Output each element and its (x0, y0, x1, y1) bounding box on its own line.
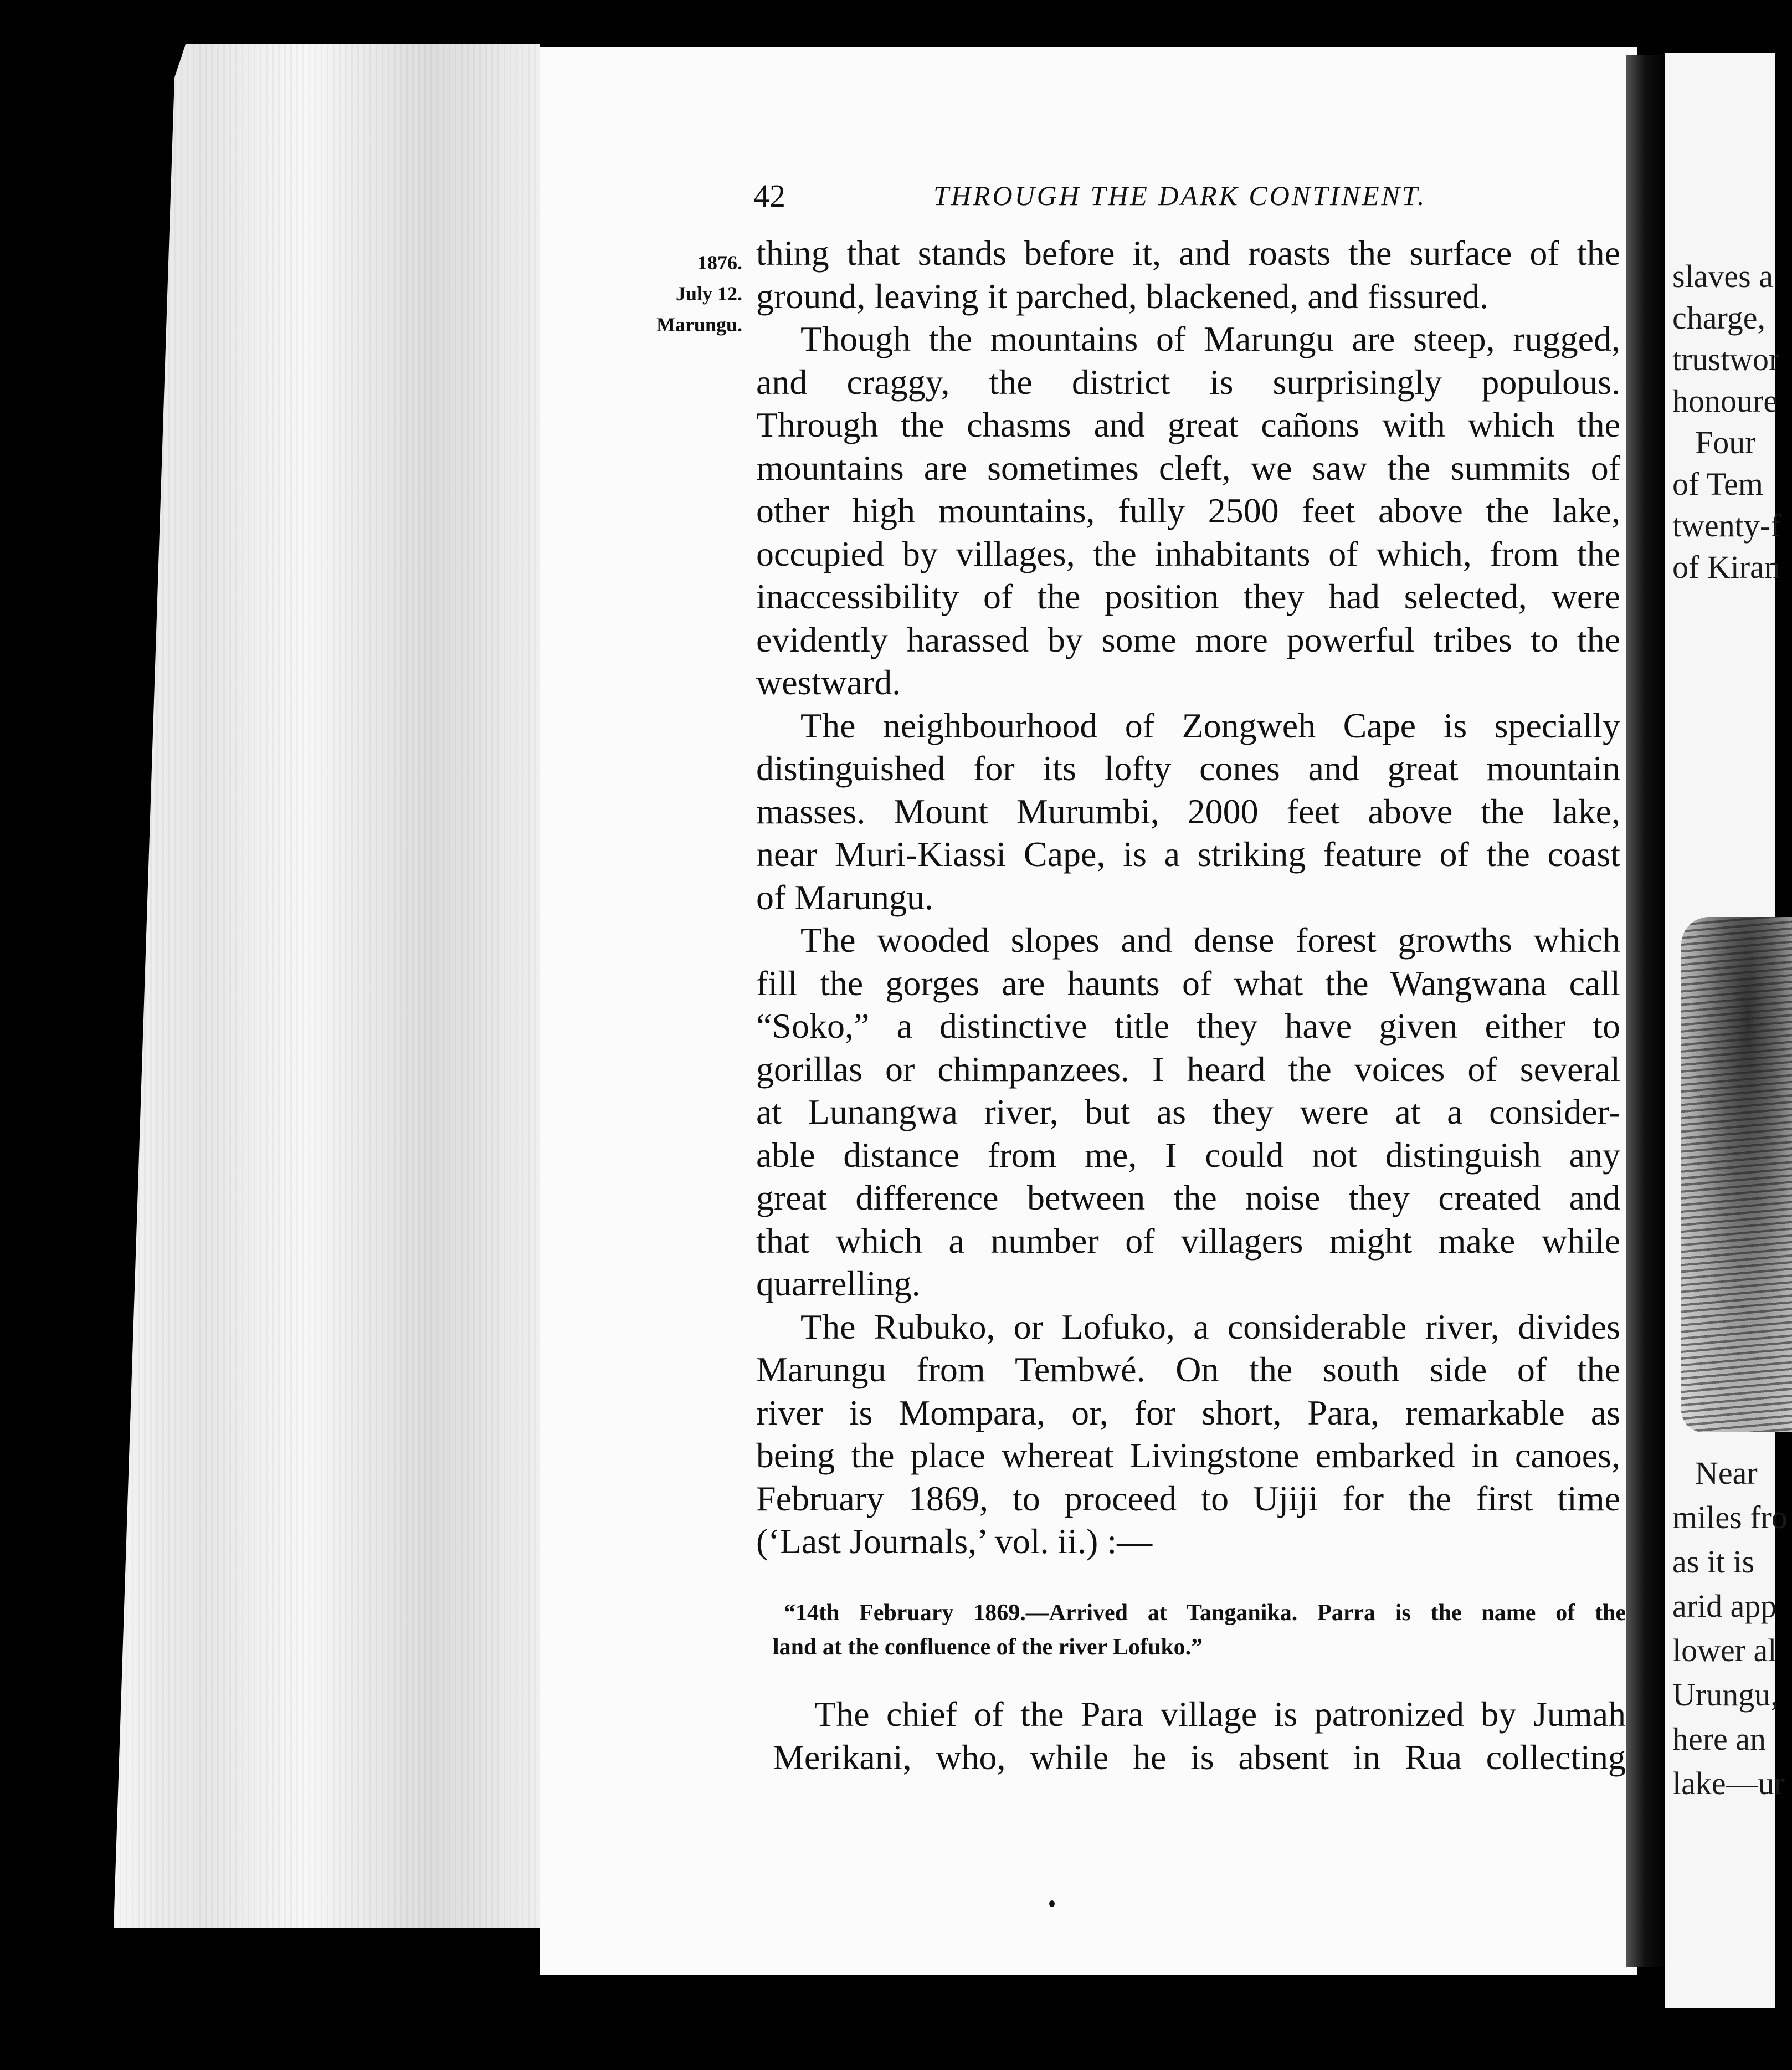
text-line: quarrelling. (756, 1264, 921, 1303)
facing-line: honoure (1672, 383, 1778, 419)
print-mark (1049, 1900, 1055, 1907)
text-line: of Marungu. (756, 877, 933, 917)
page-number: 42 (753, 178, 785, 214)
facing-page-illustration (1681, 917, 1792, 1432)
text-line: near Muri-Kiassi Cape, is a striking feature of the coast (756, 834, 1620, 874)
running-head (753, 177, 1473, 216)
margin-note-date: July 12. (675, 283, 742, 305)
facing-line: Four (1695, 424, 1756, 460)
facing-line: Urungu, (1672, 1677, 1779, 1713)
running-title: THROUGH THE DARK CONTINENT. (933, 180, 1427, 211)
text-line: The chief of the Para village is patronized by Jumah (814, 1694, 1626, 1734)
text-line: able distance from me, I could not distinguish any (756, 1135, 1620, 1175)
margin-note-place: Marungu. (656, 314, 742, 336)
text-line: The Rubuko, or Lofuko, a considerable river, divides (800, 1306, 1620, 1346)
facing-line: Near (1695, 1455, 1758, 1491)
body-text (756, 232, 1620, 1563)
text-line: Through the chasms and great cañons with which the (756, 405, 1620, 444)
text-line: mountains are sometimes cleft, we saw the summits of (756, 448, 1620, 488)
facing-line: trustwor (1672, 341, 1780, 377)
margin-note (631, 247, 742, 340)
text-line: at Lunangwa river, but as they were at a consider- (756, 1092, 1620, 1131)
facing-line: miles fro (1672, 1499, 1788, 1535)
text-line: evidently harassed by some more powerful tribes to the (756, 619, 1620, 659)
book-gutter (1626, 55, 1667, 1967)
facing-line: lower al (1672, 1632, 1777, 1668)
text-line: “Soko,” a distinctive title they have given either to (756, 1006, 1620, 1046)
text-line: gorillas or chimpanzees. I heard the voices of several (756, 1049, 1620, 1089)
facing-line: as it is (1672, 1544, 1755, 1580)
facing-line: arid app (1672, 1588, 1777, 1624)
text-line: (‘Last Journals,’ vol. ii.) :— (756, 1521, 1153, 1561)
facing-line: charge, (1672, 300, 1765, 336)
text-line: that which a number of villagers might make while (756, 1221, 1620, 1261)
page-edge-stack (114, 44, 540, 1928)
margin-note-year: 1876. (697, 252, 742, 274)
facing-line: lake—ur (1672, 1765, 1785, 1801)
text-line: westward. (756, 663, 901, 702)
text-line: river is Mompara, or, for short, Para, remarkable as (756, 1392, 1620, 1432)
text-line: masses. Mount Murumbi, 2000 feet above the lake, (756, 791, 1620, 831)
text-line: fill the gorges are haunts of what the Wangwana call (756, 963, 1620, 1003)
text-line: Merikani, who, while he is absent in Rua collecting (773, 1738, 1626, 1777)
facing-line: twenty-f (1672, 508, 1781, 544)
text-line: Marungu from Tembwé. On the south side of the (756, 1350, 1620, 1389)
text-line: thing that stands before it, and roasts the surface of the (756, 233, 1620, 273)
page-edge-lines (114, 44, 540, 1928)
facing-page (1665, 53, 1788, 2008)
facing-line: of Kiran (1672, 549, 1780, 585)
text-line: great difference between the noise they created and (756, 1178, 1620, 1217)
text-line: occupied by villages, the inhabitants of which, from the (756, 534, 1620, 573)
closing-text (773, 1693, 1626, 1779)
text-line: other high mountains, fully 2500 feet above the lake, (756, 491, 1620, 530)
text-line: distinguished for its lofty cones and great mountain (756, 749, 1620, 788)
quote-line: “14th February 1869.—Arrived at Tanganika. Parra is the name of the (784, 1600, 1626, 1626)
text-line: and craggy, the district is surprisingly populous. (756, 362, 1620, 402)
text-line: being the place whereat Livingstone embarked in canoes, (756, 1436, 1620, 1475)
text-line: February 1869, to proceed to Ujiji for the first time (756, 1478, 1620, 1518)
facing-line: of Tem (1672, 466, 1764, 502)
text-line: The wooded slopes and dense forest growths which (800, 920, 1620, 960)
text-line: inaccessibility of the position they had selected, were (756, 577, 1620, 616)
text-line: ground, leaving it parched, blackened, and fissured. (756, 276, 1489, 316)
facing-line: here an (1672, 1721, 1767, 1757)
text-line: The neighbourhood of Zongweh Cape is specially (800, 705, 1620, 745)
text-line: Though the mountains of Marungu are steep, rugged, (800, 319, 1620, 358)
quote-line: land at the confluence of the river Lofuko.” (773, 1635, 1203, 1660)
block-quote (773, 1596, 1626, 1664)
facing-line: slaves a (1672, 258, 1773, 294)
